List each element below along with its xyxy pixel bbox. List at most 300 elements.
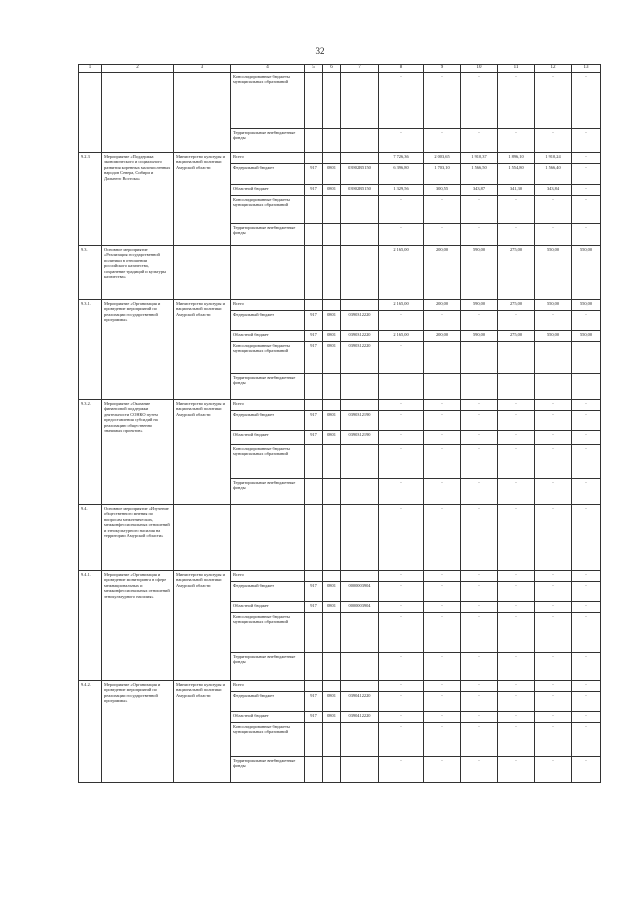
funding-source-cell: Федеральный бюджет [231, 411, 305, 431]
amount-cell: 590,00 [461, 300, 498, 311]
header-cell: 11 [498, 65, 535, 73]
amount-cell: - [424, 411, 461, 431]
amount-cell: 1 910,37 [461, 153, 498, 164]
grbs-code-cell [305, 613, 323, 653]
executor-cell [174, 505, 231, 571]
grbs-code-cell [305, 196, 323, 224]
amount-cell [461, 374, 498, 400]
amount-cell: - [572, 712, 601, 723]
executor-cell [174, 246, 231, 300]
amount-cell: - [461, 653, 498, 681]
funding-source-cell: Территориальные внебюджетные фонды [231, 224, 305, 246]
amount-cell: - [424, 613, 461, 653]
amount-cell: - [424, 445, 461, 479]
section-code-cell [323, 129, 341, 153]
grbs-code-cell: 917 [305, 164, 323, 185]
amount-cell [535, 374, 572, 400]
amount-cell: - [424, 505, 461, 571]
amount-cell: 200,00 [424, 331, 461, 342]
section-code-cell [323, 723, 341, 757]
target-article-cell [341, 613, 379, 653]
amount-cell: - [424, 311, 461, 331]
grbs-code-cell: 917 [305, 692, 323, 712]
funding-source-cell: Областной бюджет [231, 712, 305, 723]
item-number-cell: 9.4. [79, 505, 102, 571]
amount-cell: - [498, 723, 535, 757]
amount-cell: 1 554,80 [498, 164, 535, 185]
amount-cell: - [379, 653, 424, 681]
amount-cell: - [379, 311, 424, 331]
amount-cell: - [535, 712, 572, 723]
amount-cell: - [535, 479, 572, 505]
amount-cell: - [572, 723, 601, 757]
table-row [79, 681, 601, 692]
funding-source-cell: Территориальные внебюджетные фонды [231, 479, 305, 505]
grbs-code-cell [305, 505, 323, 571]
amount-cell: 200,00 [424, 246, 461, 300]
header-cell: 5 [305, 65, 323, 73]
grbs-code-cell: 917 [305, 602, 323, 613]
amount-cell: 1 329,56 [379, 185, 424, 196]
amount-cell: - [498, 692, 535, 712]
amount-cell: - [535, 224, 572, 246]
amount-cell: - [572, 692, 601, 712]
funding-source-cell: Консолидированные бюджеты муниципальных образований [231, 723, 305, 757]
amount-cell: - [379, 73, 424, 129]
section-code-cell [323, 374, 341, 400]
amount-cell: - [572, 571, 601, 582]
section-code-cell [323, 613, 341, 653]
section-code-cell [323, 479, 341, 505]
amount-cell: - [461, 73, 498, 129]
grbs-code-cell [305, 73, 323, 129]
amount-cell [572, 374, 601, 400]
header-cell: 13 [572, 65, 601, 73]
item-number-cell: 9.4.1. [79, 571, 102, 681]
amount-cell: - [535, 681, 572, 692]
amount-cell: - [572, 185, 601, 196]
target-article-cell [341, 681, 379, 692]
amount-cell: - [572, 479, 601, 505]
grbs-code-cell [305, 757, 323, 783]
amount-cell: - [535, 613, 572, 653]
amount-cell: - [535, 311, 572, 331]
grbs-code-cell: 917 [305, 431, 323, 445]
amount-cell: - [461, 613, 498, 653]
amount-cell: - [461, 400, 498, 411]
amount-cell: - [461, 445, 498, 479]
amount-cell: - [379, 757, 424, 783]
target-article-cell: 03902R5150 [341, 164, 379, 185]
item-number-cell [79, 73, 102, 153]
table-row [79, 571, 601, 582]
amount-cell: - [535, 196, 572, 224]
executor-cell: Министерство культуры и национальной политики Амурской области [174, 681, 231, 783]
funding-source-cell: Консолидированные бюджеты муниципальных образований [231, 196, 305, 224]
amount-cell: - [379, 681, 424, 692]
amount-cell: - [461, 505, 498, 571]
funding-source-cell: Консолидированные бюджеты муниципальных образований [231, 342, 305, 374]
table-row [79, 153, 601, 164]
target-article-cell: 0390312190 [341, 431, 379, 445]
amount-cell: - [461, 712, 498, 723]
header-cell: 7 [341, 65, 379, 73]
amount-cell: - [461, 571, 498, 582]
page-number: 32 [315, 46, 325, 56]
amount-cell: - [424, 723, 461, 757]
funding-source-cell: Территориальные внебюджетные фонды [231, 374, 305, 400]
amount-cell: - [461, 196, 498, 224]
item-number-cell: 9.4.2. [79, 681, 102, 783]
amount-cell: - [535, 723, 572, 757]
section-code-cell [323, 224, 341, 246]
amount-cell [424, 374, 461, 400]
target-article-cell: 0390312190 [341, 411, 379, 431]
grbs-code-cell: 917 [305, 342, 323, 374]
amount-cell: 2 165,00 [379, 246, 424, 300]
amount-cell: - [535, 411, 572, 431]
section-code-cell: 0801 [323, 311, 341, 331]
amount-cell: - [498, 681, 535, 692]
item-number-cell: 9.2.3 [79, 153, 102, 246]
item-name-cell [102, 73, 174, 153]
amount-cell: - [424, 73, 461, 129]
section-code-cell: 0801 [323, 582, 341, 602]
amount-cell: - [535, 129, 572, 153]
amount-cell: 550,00 [535, 246, 572, 300]
amount-cell: - [379, 712, 424, 723]
header-cell: 3 [174, 65, 231, 73]
executor-cell [174, 73, 231, 153]
amount-cell: - [424, 196, 461, 224]
amount-cell: - [379, 571, 424, 582]
section-code-cell [323, 246, 341, 300]
target-article-cell [341, 153, 379, 164]
header-cell: 4 [231, 65, 305, 73]
grbs-code-cell: 917 [305, 185, 323, 196]
amount-cell: - [424, 400, 461, 411]
section-code-cell: 0801 [323, 692, 341, 712]
amount-cell: - [535, 692, 572, 712]
grbs-code-cell [305, 400, 323, 411]
amount-cell: - [572, 224, 601, 246]
amount-cell: - [498, 757, 535, 783]
amount-cell: - [498, 602, 535, 613]
amount-cell: - [498, 224, 535, 246]
executor-cell: Министерство культуры и национальной политики Амурской области [174, 153, 231, 246]
amount-cell: - [498, 196, 535, 224]
amount-cell: - [461, 602, 498, 613]
header-cell: 10 [461, 65, 498, 73]
amount-cell: - [572, 602, 601, 613]
target-article-cell [341, 445, 379, 479]
grbs-code-cell [305, 681, 323, 692]
table-row [79, 400, 601, 411]
target-article-cell: 0390312220 [341, 331, 379, 342]
target-article-cell [341, 246, 379, 300]
amount-cell [572, 342, 601, 374]
amount-cell: 6 396,80 [379, 164, 424, 185]
amount-cell: - [572, 431, 601, 445]
funding-source-cell: Федеральный бюджет [231, 692, 305, 712]
amount-cell: - [461, 681, 498, 692]
amount-cell: 1 703,10 [424, 164, 461, 185]
amount-cell: - [535, 505, 572, 571]
section-code-cell [323, 571, 341, 582]
funding-source-cell: Консолидированные бюджеты муниципальных образований [231, 445, 305, 479]
amount-cell: - [535, 582, 572, 602]
funding-source-cell: Территориальные внебюджетные фонды [231, 129, 305, 153]
amount-cell: - [461, 479, 498, 505]
item-name-cell: Основное мероприятие «Изучение общественного мнения по вопросам межэтнических, межконфессиональных отношений и этнокультурного насилия на территории Амурской области» [102, 505, 174, 571]
amount-cell: - [424, 712, 461, 723]
amount-cell: - [379, 582, 424, 602]
table-body [79, 65, 601, 783]
amount-cell: - [498, 653, 535, 681]
amount-cell [535, 342, 572, 374]
item-name-cell: Основное мероприятие «Реализация государственной политики в отношении российского казачества, сохранение традиций и культуры казачества» [102, 246, 174, 300]
budget-table [78, 64, 601, 783]
amount-cell: - [379, 479, 424, 505]
grbs-code-cell: 917 [305, 411, 323, 431]
item-name-cell: Мероприятие «Поддержка экономического и социального развития коренных малочисленных народов Севера, Сибири и Дальнего Востока» [102, 153, 174, 246]
amount-cell [498, 374, 535, 400]
amount-cell: - [461, 582, 498, 602]
executor-cell: Министерство культуры и национальной политики Амурской области [174, 400, 231, 505]
amount-cell: 550,00 [535, 331, 572, 342]
amount-cell: 343,87 [461, 185, 498, 196]
amount-cell: - [461, 757, 498, 783]
section-code-cell: 0801 [323, 331, 341, 342]
amount-cell: 1 896,10 [498, 153, 535, 164]
section-code-cell [323, 153, 341, 164]
executor-cell: Министерство культуры и национальной политики Амурской области [174, 300, 231, 400]
amount-cell: - [535, 602, 572, 613]
amount-cell: - [572, 613, 601, 653]
funding-source-cell: Всего [231, 300, 305, 311]
item-name-cell: Мероприятие «Организация и проведение мониторинга в сфере межнациональных и межконфессиональных отношений этнокультурного насилия» [102, 571, 174, 681]
amount-cell: - [498, 311, 535, 331]
target-article-cell [341, 757, 379, 783]
section-code-cell: 0801 [323, 431, 341, 445]
amount-cell: - [461, 723, 498, 757]
section-code-cell: 0801 [323, 411, 341, 431]
amount-cell [424, 342, 461, 374]
amount-cell: - [535, 653, 572, 681]
target-article-cell [341, 400, 379, 411]
amount-cell: - [461, 311, 498, 331]
amount-cell: 550,00 [535, 300, 572, 311]
target-article-cell [341, 505, 379, 571]
funding-source-cell: Федеральный бюджет [231, 582, 305, 602]
amount-cell: 341,30 [498, 185, 535, 196]
funding-source-cell: Областной бюджет [231, 431, 305, 445]
amount-cell: 590,00 [461, 246, 498, 300]
amount-cell: - [572, 153, 601, 164]
funding-source-cell [231, 246, 305, 300]
section-code-cell [323, 757, 341, 783]
target-article-cell [341, 571, 379, 582]
amount-cell: - [572, 505, 601, 571]
amount-cell: - [572, 164, 601, 185]
item-number-cell: 9.3.2. [79, 400, 102, 505]
header-cell: 8 [379, 65, 424, 73]
target-article-cell: 0390412220 [341, 692, 379, 712]
amount-cell: - [572, 653, 601, 681]
funding-source-cell: Всего [231, 571, 305, 582]
funding-source-cell: Консолидированные бюджеты муниципальных образований [231, 613, 305, 653]
grbs-code-cell [305, 445, 323, 479]
amount-cell: 2 003,65 [424, 153, 461, 164]
item-name-cell: Мероприятие «Оказание финансовой поддержки деятельности СОНКО путем предоставления субсидий на реализацию общественно значимых проектов» [102, 400, 174, 505]
amount-cell: 1 566,40 [535, 164, 572, 185]
amount-cell: - [424, 479, 461, 505]
section-code-cell: 0801 [323, 185, 341, 196]
amount-cell: - [379, 400, 424, 411]
grbs-code-cell [305, 129, 323, 153]
section-code-cell [323, 73, 341, 129]
amount-cell: - [572, 196, 601, 224]
amount-cell: - [572, 757, 601, 783]
amount-cell: - [424, 431, 461, 445]
item-number-cell: 9.3. [79, 246, 102, 300]
amount-cell: - [424, 571, 461, 582]
amount-cell: - [379, 692, 424, 712]
funding-source-cell: Территориальные внебюджетные фонды [231, 653, 305, 681]
amount-cell [498, 342, 535, 374]
target-article-cell: 0390312220 [341, 342, 379, 374]
amount-cell: - [535, 400, 572, 411]
amount-cell: - [461, 411, 498, 431]
amount-cell: - [498, 411, 535, 431]
amount-cell: - [424, 602, 461, 613]
item-name-cell: Мероприятие «Организация и проведение мероприятий по реализации государственной программы» [102, 681, 174, 783]
grbs-code-cell [305, 479, 323, 505]
header-row [79, 65, 601, 73]
header-cell: 6 [323, 65, 341, 73]
amount-cell: - [572, 73, 601, 129]
amount-cell: - [424, 224, 461, 246]
amount-cell: 1 566,50 [461, 164, 498, 185]
header-cell: 9 [424, 65, 461, 73]
table-row [79, 505, 601, 571]
target-article-cell [341, 653, 379, 681]
grbs-code-cell: 917 [305, 331, 323, 342]
amount-cell: - [461, 129, 498, 153]
section-code-cell [323, 681, 341, 692]
amount-cell [461, 342, 498, 374]
amount-cell: - [498, 582, 535, 602]
section-code-cell: 0801 [323, 602, 341, 613]
amount-cell: - [379, 613, 424, 653]
section-code-cell: 0801 [323, 712, 341, 723]
amount-cell: - [424, 582, 461, 602]
amount-cell: 200,00 [424, 300, 461, 311]
amount-cell: 300,55 [424, 185, 461, 196]
section-code-cell [323, 445, 341, 479]
grbs-code-cell [305, 300, 323, 311]
item-number-cell: 9.3.1. [79, 300, 102, 400]
target-article-cell [341, 129, 379, 153]
target-article-cell [341, 196, 379, 224]
grbs-code-cell [305, 653, 323, 681]
amount-cell: - [535, 445, 572, 479]
amount-cell: - [535, 431, 572, 445]
executor-cell: Министерство культуры и национальной политики Амурской области [174, 571, 231, 681]
amount-cell [379, 374, 424, 400]
amount-cell: - [535, 73, 572, 129]
amount-cell: - [379, 431, 424, 445]
grbs-code-cell [305, 374, 323, 400]
amount-cell: - [379, 342, 424, 374]
amount-cell: - [379, 196, 424, 224]
target-article-cell: 0390312220 [341, 311, 379, 331]
grbs-code-cell [305, 246, 323, 300]
amount-cell: - [424, 653, 461, 681]
amount-cell: 1 910,24 [535, 153, 572, 164]
amount-cell: - [572, 445, 601, 479]
amount-cell: 550,00 [572, 246, 601, 300]
amount-cell: - [424, 129, 461, 153]
amount-cell: - [498, 445, 535, 479]
amount-cell: - [379, 602, 424, 613]
amount-cell: - [379, 224, 424, 246]
header-cell: 2 [102, 65, 174, 73]
item-name-cell: Мероприятие «Организация и проведение мероприятий по реализации государственной программы» [102, 300, 174, 400]
section-code-cell [323, 653, 341, 681]
amount-cell: - [535, 571, 572, 582]
funding-source-cell: Всего [231, 400, 305, 411]
grbs-code-cell [305, 723, 323, 757]
amount-cell: - [498, 431, 535, 445]
amount-cell: - [572, 400, 601, 411]
funding-source-cell: Федеральный бюджет [231, 311, 305, 331]
amount-cell: 550,00 [572, 331, 601, 342]
target-article-cell: 0390412220 [341, 712, 379, 723]
amount-cell: - [379, 505, 424, 571]
grbs-code-cell [305, 153, 323, 164]
header-cell: 1 [79, 65, 102, 73]
amount-cell: - [461, 692, 498, 712]
funding-source-cell: Всего [231, 681, 305, 692]
amount-cell: - [572, 129, 601, 153]
amount-cell: - [424, 692, 461, 712]
amount-cell: 275,00 [498, 331, 535, 342]
amount-cell: - [572, 681, 601, 692]
target-article-cell: 03902R5150 [341, 185, 379, 196]
amount-cell: - [572, 311, 601, 331]
amount-cell: - [424, 757, 461, 783]
amount-cell: - [498, 73, 535, 129]
target-article-cell [341, 224, 379, 246]
funding-source-cell: Всего [231, 153, 305, 164]
funding-source-cell: Федеральный бюджет [231, 164, 305, 185]
funding-source-cell: Территориальные внебюджетные фонды [231, 757, 305, 783]
target-article-cell [341, 723, 379, 757]
amount-cell: - [461, 431, 498, 445]
amount-cell: - [498, 400, 535, 411]
amount-cell: - [379, 411, 424, 431]
amount-cell: 343,84 [535, 185, 572, 196]
funding-source-cell: Областной бюджет [231, 185, 305, 196]
amount-cell: 275,00 [498, 300, 535, 311]
table-row [79, 300, 601, 311]
amount-cell: - [498, 712, 535, 723]
target-article-cell: 0000003904 [341, 602, 379, 613]
amount-cell: - [572, 582, 601, 602]
amount-cell: 275,00 [498, 246, 535, 300]
amount-cell: - [379, 723, 424, 757]
